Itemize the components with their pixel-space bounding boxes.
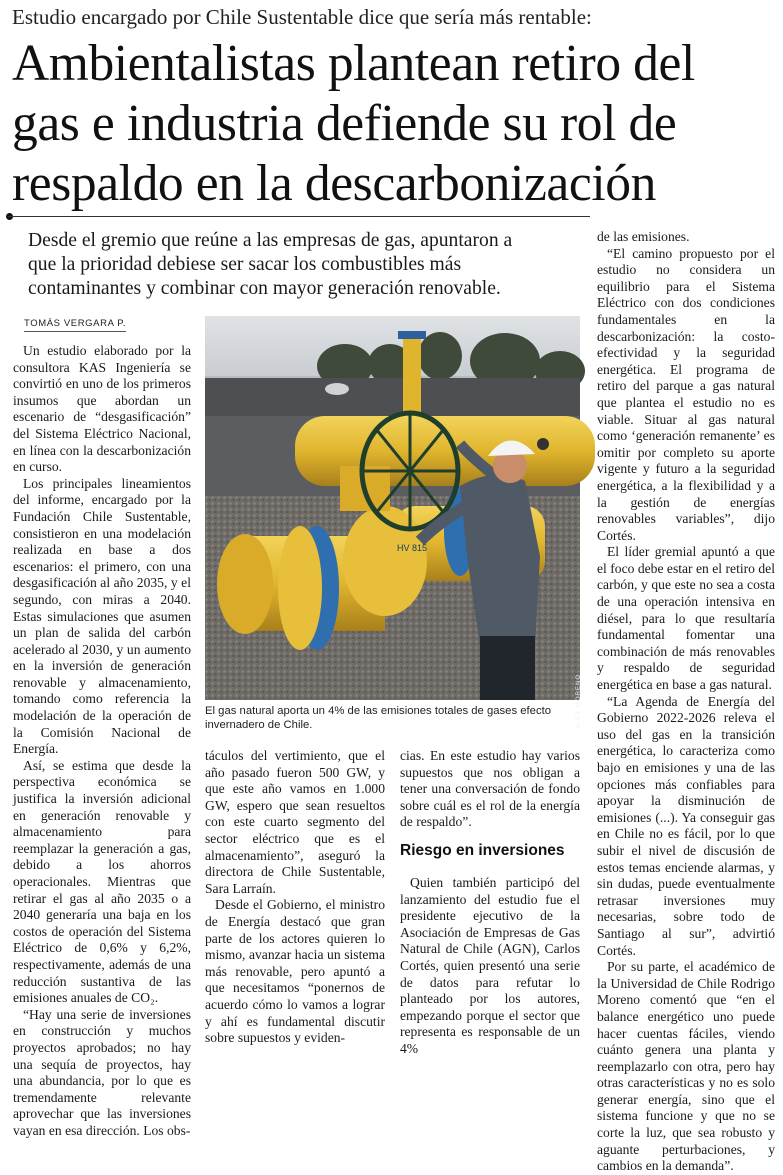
paragraph: táculos del vertimiento, que el año pasado fueron 500 GW, y que este año vamos en 1.000 GW, espero que sean resueltos con este cuarto segmento del sector eléctrico que es el almacenamiento”, aseguró la directora de Chile Sustentable, Sara Larraín.: [205, 748, 385, 896]
divider-rule: [8, 216, 590, 217]
paragraph: Así, se estima que desde la perspectiva económica se justifica la inversión adicional en generación renovable y almacenamiento para reemplazar la generación a gas, debido a los ahorros operacionales. Mientras que retirar el gas al año 2035 o a 2040 generaría una baja en los costos de operación del Sistema Eléctrico de 0,6% y 6,2%, respectivamente, además de una reducción sustantiva de las emisiones anuales de CO₂.: [13, 757, 191, 1006]
paragraph: El líder gremial apuntó a que el foco debe estar en el retiro del carbón, y que este no sea a costa de una operación intensiva en diésel, para lo que resultaría fundamental fomentar una combinación de más renovables y respaldo de seguridad energética en base a gas natural.: [597, 544, 775, 693]
paragraph: Los principales lineamientos del informe, encargado por la Fundación Chile Sustentable, consistieron en una modelación realizada en base a dos escenarios: el primero, con una desgasificación al año 2035, y el segundo, con miras a 2040. Estas simulaciones que asumen un plan de salida del carbón acelerado al 2030, y un aumento en la inversión de generación renovable y almacenamiento, tomando como referencia la modelación de la operación de la Comisión Nacional de Energía.: [13, 475, 191, 757]
paragraph: “La Agenda de Energía del Gobierno 2022-2026 releva el uso del gas en la transición energética, lo caracteriza como bajo en emisiones y una de las opciones más confiables para apoyar la disminución de emisiones (...). Ya conseguir gas en Chile no es fácil, por lo que subir el nivel de discusión de estos temas enciende alarmas, y sin dudas, puede eventualmente retrasar inversiones muy necesarias, sobre todo de Santiago al sur”, advirtió Cortés.: [597, 693, 775, 958]
headline-line-2: gas e industria defiende su rol de: [12, 95, 677, 152]
headline-line-1: Ambientalistas plantean retiro del: [12, 35, 695, 92]
article-column-4: [597, 229, 775, 1175]
paragraph: Quien también participó del lanzamiento del estudio fue el presidente ejecutivo de la Asociación de Empresas de Gas Natural de Chile (AGN), Carlos Cortés, quien presentó una serie de datos para refutar lo planteado por los autores, empezando porque el sector que representa es responsable de un 4%: [400, 874, 580, 1056]
paragraph: Por su parte, el académico de la Universidad de Chile Rodrigo Moreno comentó que “en el balance energético uno puede hacer cuentas fáciles, viendo cuánto genera una planta y reemplazarlo con otra, pero hay otras características y no es solo generar energía, sino que el sistema funcione y que no se corte la luz, que sea robusto y aguante perturbaciones, y cambios en la demanda”.: [597, 959, 775, 1174]
subtitle: [28, 229, 584, 301]
subtitle-line-2: que la prioridad debiese ser sacar los combustibles más: [28, 254, 462, 275]
paragraph: cias. En este estudio hay varios supuestos que nos obligan a tener una conversación de fondo sobre cuál es el rol de la energía de respaldo”.: [400, 748, 580, 830]
article-column-3: [400, 748, 580, 1058]
valve-label: HV 815: [397, 543, 428, 553]
photo-illustration: [205, 316, 580, 700]
paragraph: “El camino propuesto por el estudio no considera un equilibrio para el Sistema Eléctrico con dos condiciones fundamentales en la descarbonización: la costo-efectividad y la seguridad energética. El programa de retiro del parque a gas natural que plantea el estudio no es viable. Situar al gas natural como ‘generación remanente’ es omitir por completo su aporte vigente y futuro a la seguridad energética, a la flexibilidad y a la gestión de energías renovables variables”, dijo Cortés.: [597, 245, 775, 543]
paragraph: “Hay una serie de inversiones en construcción y muchos proyectos aprobados; no hay una sequía de proyectos, hay una abundancia, por lo que es tremendamente relevante aprovechar que las inversiones vayan en esa dirección. Los obs-: [13, 1006, 191, 1138]
section-subhead: Riesgo en inversiones: [400, 841, 565, 859]
photo-credit: ALEX MORENO: [576, 674, 582, 730]
paragraph: Un estudio elaborado por la consultora KAS Ingeniería se convirtió en uno de los primeros insumos que abordan un escenario de “desgasificación” del Sistema Eléctrico Nacional, en línea con la descarbonización en curso.: [13, 343, 191, 475]
article-column-1: [13, 343, 191, 1140]
byline: TOMÁS VERGARA P.: [24, 318, 126, 332]
kicker: Estudio encargado por Chile Sustentable dice que sería más rentable:: [12, 5, 592, 29]
paragraph: Desde el Gobierno, el ministro de Energía destacó que gran parte de los actores quieren lo mismo, avanzar hacia un sistema más renovable, pero apuntó a que necesitamos “ponernos de acuerdo cómo lo vamos a lograr y ahí es fundamental discutir sobre supuestos y eviden-: [205, 897, 385, 1046]
headline: [12, 34, 777, 214]
photo-caption: El gas natural aporta un 4% de las emisiones totales de gases efecto invernadero de Chile.: [205, 705, 552, 731]
headline-line-3: respaldo en la descarbonización: [12, 155, 656, 212]
paragraph: de las emisiones.: [597, 229, 690, 244]
subtitle-line-3: contaminantes y combinar con mayor generación renovable.: [28, 278, 501, 299]
subtitle-line-1: Desde el gremio que reúne a las empresas de gas, apuntaron a: [28, 230, 513, 251]
article-column-2: [205, 748, 385, 1047]
